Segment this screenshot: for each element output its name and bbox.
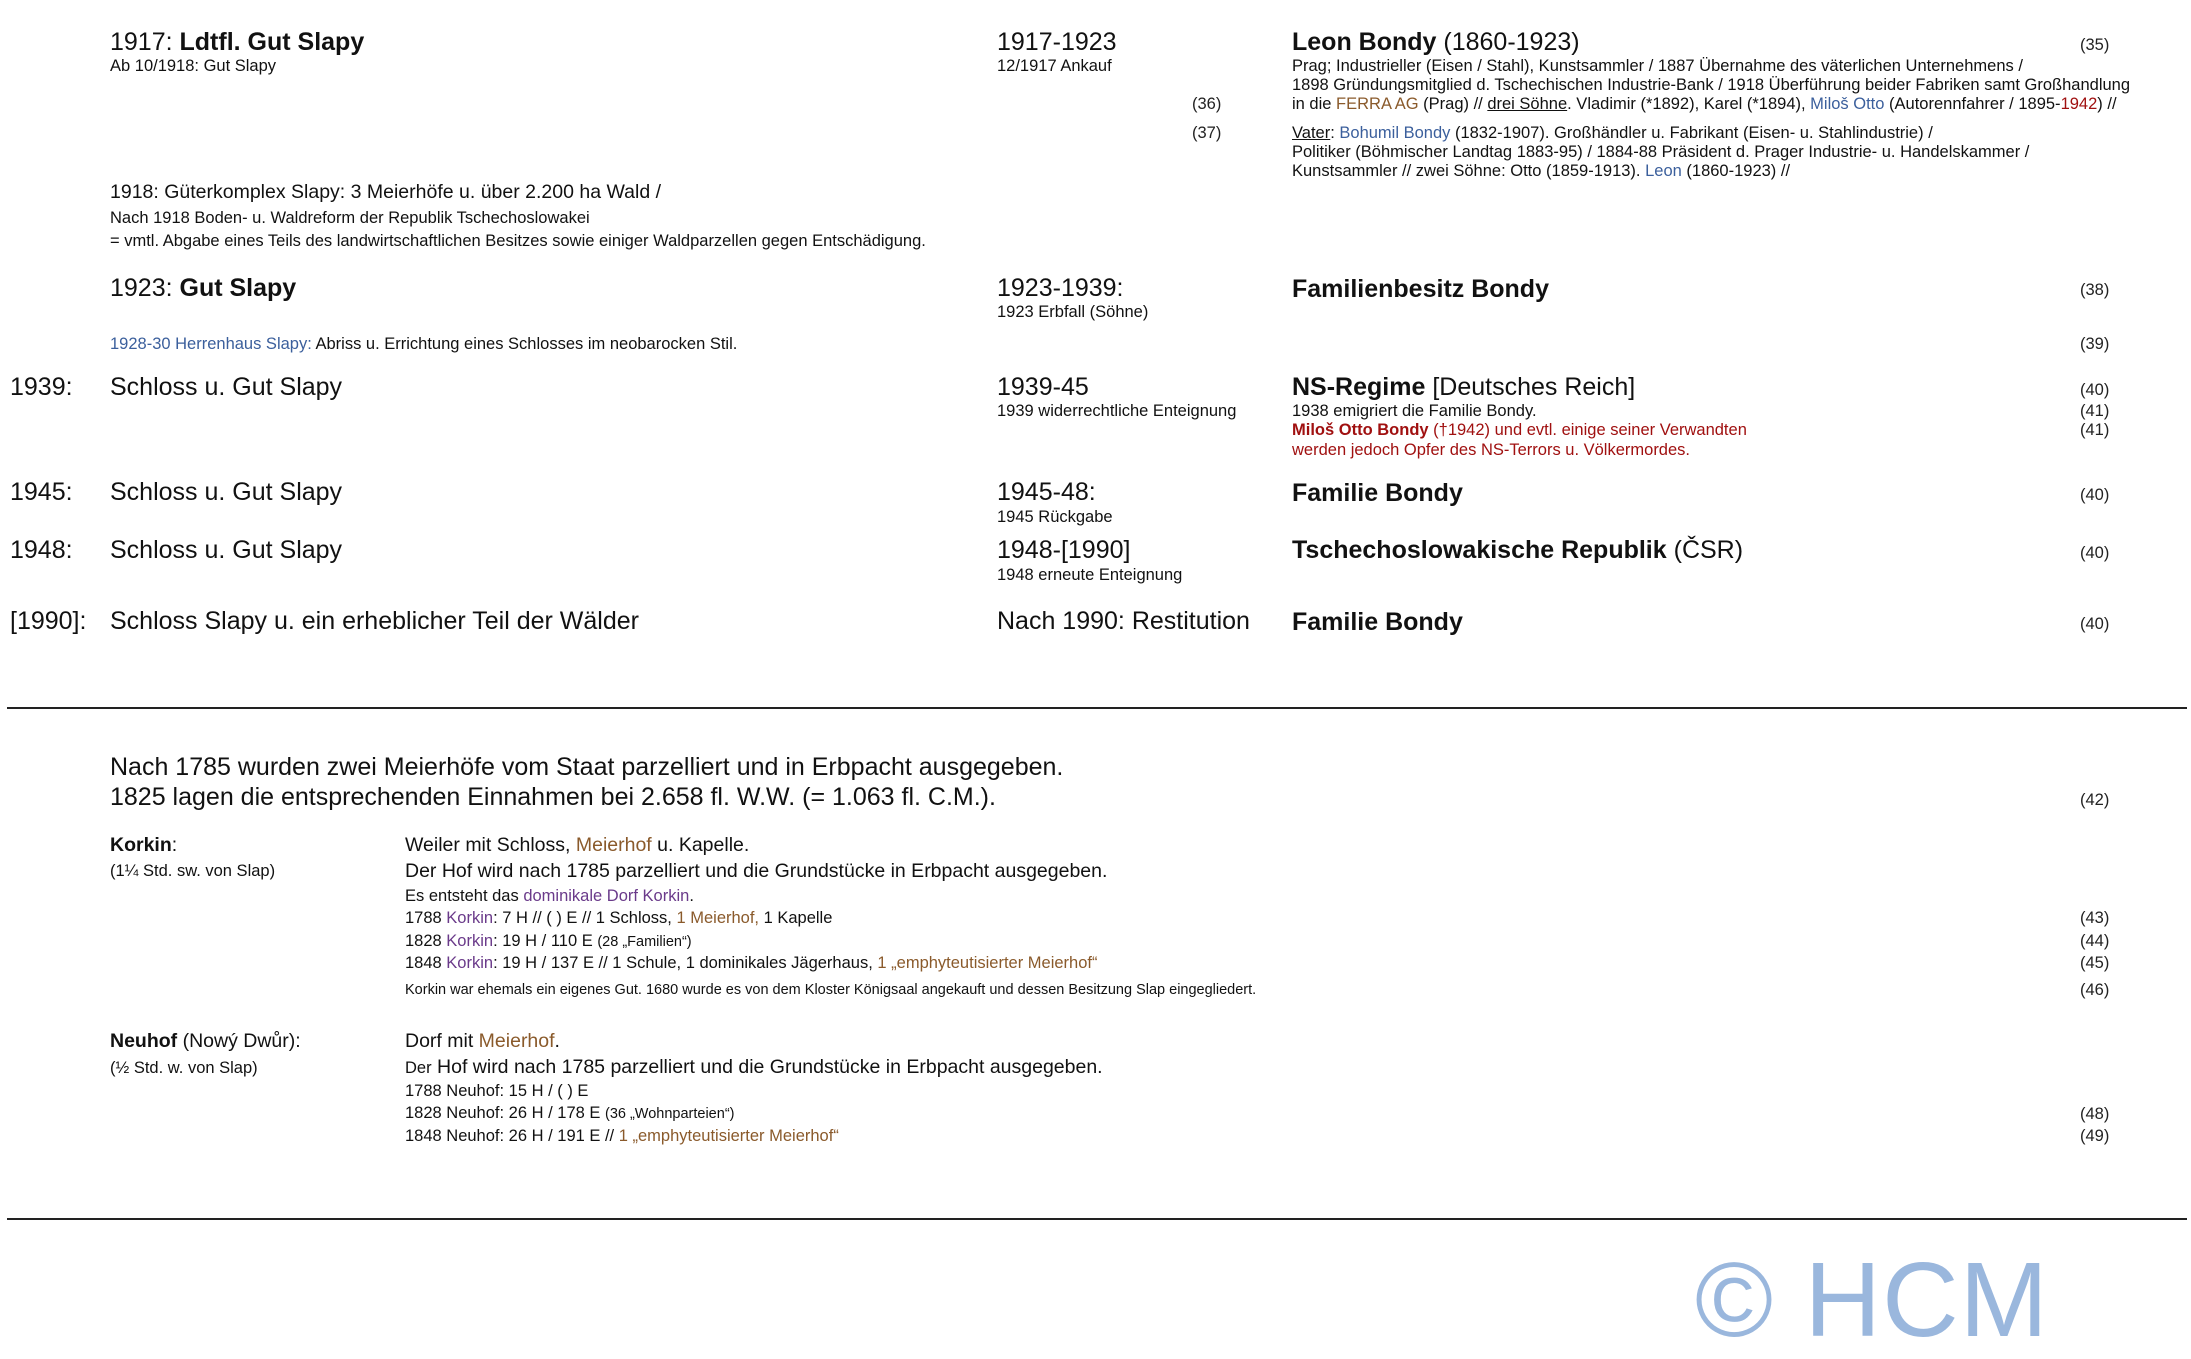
row-title: Schloss u. Gut Slapy [110,478,343,506]
footnote-ref: (35) [2080,36,2110,54]
text: Weiler mit Schloss, [405,834,576,856]
text: (36 „Wohnparteien“) [604,1106,735,1122]
period-note: 1948 erneute Enteignung [997,566,1183,584]
village-desc [405,887,694,906]
company-name: FERRA AG [1336,95,1419,113]
manor-note [110,335,737,354]
text: : 19 H / 110 E [493,932,598,950]
estate-name: Gut Slapy [179,274,297,302]
text: 1828 [405,932,447,950]
row-title: Schloss u. Gut Slapy [110,373,343,401]
row-year: 1939: [10,373,73,401]
period-date: 1945-48: [997,478,1096,506]
text: 1788 [405,909,447,927]
village-history: Korkin war ehemals ein eigenes Gut. 1680 wurde es von dem Kloster Königsaal angekauft und dessen Besitzung Slap eingegliedert. [405,982,1257,998]
text: (1860-1923) // [1681,162,1791,180]
meierhof-term: Meierhof [478,1030,555,1052]
meierhof-term: 1 Meierhof, [676,909,760,927]
footnote-ref: (37) [1192,124,1222,142]
text: drei Söhne [1487,95,1568,113]
label: Vater [1292,124,1331,142]
owner-name [1292,479,1463,508]
text: 1848 [405,954,447,972]
row-title: Schloss Slapy u. ein erheblicher Teil der Wälder [110,607,639,635]
footnote-ref: (46) [2080,981,2110,999]
village-name-bold: Korkin [110,834,172,856]
footnote-ref: (48) [2080,1105,2110,1123]
meierhof-term: 1 „emphyteutisierter Meierhof“ [877,954,1098,972]
person-name: Leon [1645,162,1682,180]
father-line: Politiker (Böhmischer Landtag 1883-95) / 1884-88 Präsident d. Prager Industrie- u. Handelskammer / [1292,143,2030,161]
period-note: 1945 Rückgabe [997,508,1113,526]
footnote-ref: (41) [2080,402,2110,420]
text: 1848 Neuhof: 26 H / 191 E // [405,1127,619,1145]
owner-bold: Leon Bondy [1292,28,1437,56]
text: ) // [2097,95,2117,113]
text: Kunstsammler // zwei Söhne: Otto (1859-1913). [1292,162,1646,180]
text: (Prag) // [1418,95,1488,113]
footnote-ref: (44) [2080,932,2110,950]
meierhof-term: Meierhof [575,834,652,856]
person-name: Miloš Otto [1810,95,1885,113]
period-date: 1917-1923 [997,28,1117,56]
ns-note [1292,421,1747,440]
footnote-ref: (42) [2080,791,2110,809]
section-divider [7,1218,2187,1220]
village-term: dominikale Dorf Korkin [523,887,690,905]
owner-bold: NS-Regime [1292,373,1426,401]
owner-name [1292,608,1463,637]
reform-line: = vmtl. Abgabe eines Teils des landwirtschaftlichen Besitzes sowie einiger Waldparzellen gegen Entschädigung. [110,232,926,250]
father-line [1292,162,1790,181]
text: (28 „Familien“) [597,934,692,950]
period-date: 1939-45 [997,373,1089,401]
entry-year: 1917: [110,28,180,56]
text: Abriss u. Errichtung eines Schlosses im neobarocken Stil. [311,335,738,353]
text: . [689,887,694,905]
manor-note-label: 1928-30 Herrenhaus Slapy: [110,335,312,353]
village-term: Korkin [446,954,494,972]
owner-bio-line [1292,95,2117,114]
owner-name [1292,28,1580,57]
person-name: Bohumil Bondy [1339,124,1451,142]
row-year: 1945: [10,478,73,506]
village-term: Korkin [446,909,494,927]
text: . [554,1030,560,1052]
village-name-bold: Neuhof [110,1030,178,1052]
census-row [405,909,832,928]
village-desc [405,1056,1103,1080]
period-date: 1948-[1990] [997,536,1131,564]
census-row: 1788 Neuhof: 15 H / ( ) E [405,1082,589,1100]
text: (Nowý Dwůr): [177,1030,301,1052]
period-date: 1923-1939: [997,274,1124,302]
text: (†1942) und evtl. einige seiner Verwandten [1428,421,1747,439]
entry-year: 1923: [110,274,180,302]
section-divider [7,707,2187,709]
census-row [405,932,692,952]
footnote-ref: (36) [1192,95,1222,113]
owner-bio-line: Prag; Industrieller (Eisen / Stahl), Kunstsammler / 1887 Übernahme des väterlichen Unternehmens / [1292,57,2023,75]
text: 1 Kapelle [759,909,833,927]
reform-line: Nach 1918 Boden- u. Waldreform der Republik Tschechoslowakei [110,209,590,227]
footnote-ref: (38) [2080,281,2110,299]
period-date: Nach 1990: Restitution [997,607,1250,635]
text: Es entsteht das [405,887,524,905]
village-term: Korkin [446,932,494,950]
estate-name: Ldtfl. Gut Slapy [179,28,365,56]
text: : [171,834,178,856]
text: : 19 H / 137 E // 1 Schule, 1 dominikales Jägerhaus, [493,954,878,972]
footnote-ref: (40) [2080,615,2110,633]
footnote-ref: (40) [2080,486,2110,504]
meierhof-intro: 1825 lagen die entsprechenden Einnahmen bei 2.658 fl. W.W. (= 1.063 fl. C.M.). [110,783,996,811]
father-line [1292,124,1933,143]
row-title: Schloss u. Gut Slapy [110,536,343,564]
entry-subtitle: Ab 10/1918: Gut Slapy [110,57,277,75]
ns-note: 1938 emigriert die Familie Bondy. [1292,402,1537,420]
owner-bold: Tschechoslowakische Republik [1292,536,1667,564]
village-name [110,834,177,857]
copyright-watermark: © HCM [1695,1241,2049,1359]
owner-bold: Familie Bondy [1292,479,1463,507]
text: Dorf mit [405,1030,479,1052]
village-distance: (1¼ Std. sw. von Slap) [110,862,276,880]
census-row [405,1104,734,1124]
entry-1923-title [110,274,296,303]
reform-line: 1918: Güterkomplex Slapy: 3 Meierhöfe u. über 2.200 ha Wald / [110,181,662,203]
owner-extra: [Deutsches Reich] [1425,373,1636,401]
village-desc [405,834,749,857]
footnote-ref: (40) [2080,381,2110,399]
footnote-ref: (45) [2080,954,2110,972]
text: : 7 H // ( ) E // 1 Schloss, [493,909,677,927]
period-note: 12/1917 Ankauf [997,57,1112,75]
village-desc [405,1030,560,1053]
owner-extra: (ČSR) [1666,536,1744,564]
text: (1832-1907). Großhändler u. Fabrikant (Eisen- u. Stahlindustrie) / [1450,124,1933,142]
owner-bold: Familie Bondy [1292,608,1463,636]
footnote-ref: (39) [2080,335,2110,353]
owner-name [1292,536,1743,565]
period-note: 1923 Erbfall (Söhne) [997,303,1149,321]
footnote-ref: (49) [2080,1127,2110,1145]
meierhof-intro: Nach 1785 wurden zwei Meierhöfe vom Staat parzelliert und in Erbpacht ausgegeben. [110,753,1064,781]
footnote-ref: (41) [2080,421,2110,439]
row-year: 1948: [10,536,73,564]
row-year: [1990]: [10,607,87,635]
owner-name [1292,373,1635,402]
census-row [405,1127,839,1146]
owner-name: Familienbesitz Bondy [1292,275,1549,303]
census-row [405,954,1097,973]
footnote-ref: (43) [2080,909,2110,927]
meierhof-term: 1 „emphyteutisierter Meierhof“ [618,1127,839,1145]
ns-note: werden jedoch Opfer des NS-Terrors u. Völkermordes. [1292,441,1690,459]
entry-1917-title [110,28,364,57]
village-distance: (½ Std. w. von Slap) [110,1059,258,1077]
text: u. Kapelle. [651,834,750,856]
text: . Vladimir (*1892), Karel (*1894), [1567,95,1811,113]
text: in die [1292,95,1337,113]
text: (Autorennfahrer / 1895- [1884,95,2061,113]
owner-bio-line: 1898 Gründungsmitglied d. Tschechischen Industrie-Bank / 1918 Überführung beider Fabriken samt Großhandlung [1292,76,2131,94]
person-name: Miloš Otto Bondy [1292,421,1429,439]
text: 1828 Neuhof: 26 H / 178 E [405,1104,605,1122]
owner-years: (1860-1923) [1436,28,1580,56]
text: Der [405,1059,432,1077]
village-desc: Der Hof wird nach 1785 parzelliert und die Grundstücke in Erbpacht ausgegeben. [405,860,1108,882]
village-name [110,1030,301,1053]
footnote-ref: (40) [2080,544,2110,562]
text: Hof wird nach 1785 parzelliert und die Grundstücke in Erbpacht ausgegeben. [431,1056,1103,1078]
death-year: 1942 [2060,95,2098,113]
text: : [1330,124,1340,142]
period-note: 1939 widerrechtliche Enteignung [997,402,1237,420]
